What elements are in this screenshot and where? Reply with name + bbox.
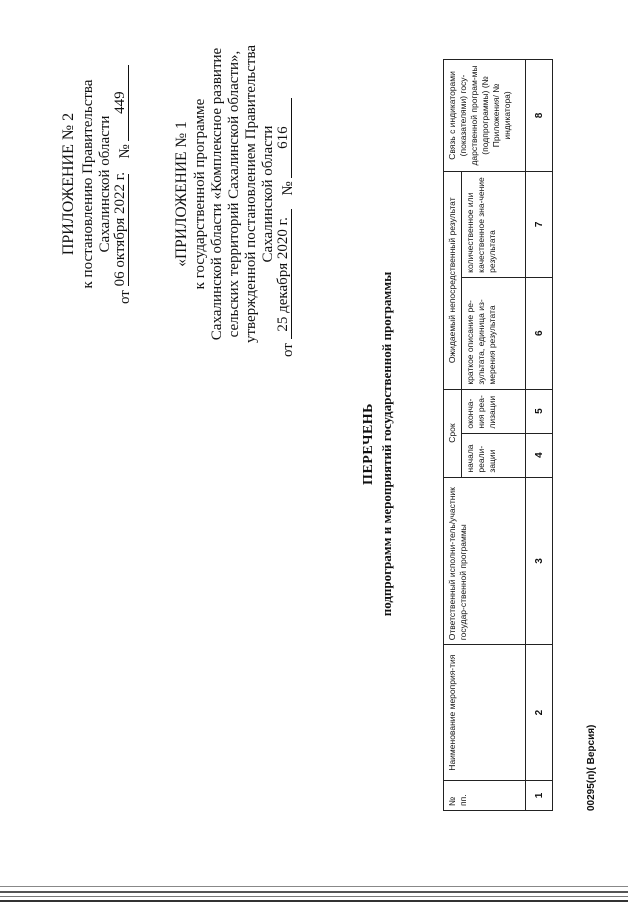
- appendix-1-line5: Сахалинской области: [260, 125, 276, 263]
- heading-title: ПЕРЕЧЕНЬ: [361, 403, 376, 485]
- appendix-2-line2: Сахалинской области: [97, 115, 113, 253]
- col-number-1: 1: [526, 781, 553, 811]
- col-header-indicator-link: Связь с индикаторами (показателями) госу-дарственной програм-мы (подпрограммы) (№ Приложения/ № индикатора): [444, 60, 526, 172]
- col-number-2: 2: [526, 645, 553, 781]
- col-number-7: 7: [526, 171, 553, 277]
- col-header-responsible: Ответственный исполни-тель/участник государ-ственной программы: [444, 477, 526, 645]
- col-number-6: 6: [526, 277, 553, 389]
- col-header-result-value: количественное или качественное зна-чение результата: [462, 171, 526, 277]
- heading: [360, 184, 395, 704]
- col-header-result-desc: краткое описание ре-зультата, единица из-мерения результата: [462, 277, 526, 389]
- col-header-result: Ожидаемый непосредственный результат: [444, 171, 462, 389]
- appendix-2-block: [58, 64, 134, 304]
- appendix-2-title: ПРИЛОЖЕНИЕ № 2: [60, 112, 77, 256]
- heading-subtitle: подпрограмм и мероприятий государственной программы: [379, 271, 394, 617]
- col-header-term-start: начала реали-зации: [462, 433, 526, 477]
- appendix-2-no-sign: №: [117, 144, 133, 159]
- appendix-1-number: 616: [275, 126, 291, 149]
- appendix-2-date-field: [114, 174, 129, 286]
- appendix-1-date-line: [277, 29, 297, 359]
- col-number-4: 4: [526, 433, 553, 477]
- appendix-2-date-line: [114, 64, 134, 304]
- appendix-2-line1: к постановлению Правительства: [80, 79, 96, 289]
- appendix-1-title: «ПРИЛОЖЕНИЕ № 1: [173, 121, 190, 267]
- appendix-2-number: 449: [112, 91, 128, 114]
- appendix-1-line1: к государственной программе: [192, 98, 208, 290]
- appendix-1-number-field: [277, 98, 292, 178]
- appendix-1-line4: утвержденной постановлением Правительства: [243, 44, 259, 344]
- col-header-name: Наименование мероприя-тия: [444, 645, 526, 781]
- appendix-1-line3: сельских территорий Сахалинской области»,: [226, 50, 242, 338]
- appendix-2-from: от: [117, 290, 133, 304]
- program-table: [443, 59, 553, 811]
- col-number-8: 8: [526, 60, 553, 172]
- appendix-2-number-field: [114, 65, 129, 141]
- appendix-1-date-field: [277, 209, 292, 339]
- table-number-row: [526, 60, 553, 811]
- appendix-1-date: 25 декабря 2020 г.: [275, 217, 291, 332]
- appendix-1-from: от: [280, 343, 296, 357]
- document-code: 00295(п)( Версия): [586, 724, 597, 811]
- col-header-no: № пп.: [444, 781, 526, 811]
- col-header-term: Срок: [444, 389, 462, 477]
- appendix-2-date: 06 октября 2022 г.: [112, 172, 128, 287]
- col-header-term-end: оконча-ния реа-лизации: [462, 389, 526, 433]
- col-number-3: 3: [526, 477, 553, 645]
- table-header-row-1: [444, 60, 462, 811]
- appendix-1-block: [172, 29, 297, 359]
- scan-edge-lines: [0, 882, 628, 904]
- appendix-1-no-sign: №: [280, 181, 296, 196]
- appendix-1-line2: Сахалинской области «Комплексное развитие: [209, 47, 225, 341]
- col-number-5: 5: [526, 389, 553, 433]
